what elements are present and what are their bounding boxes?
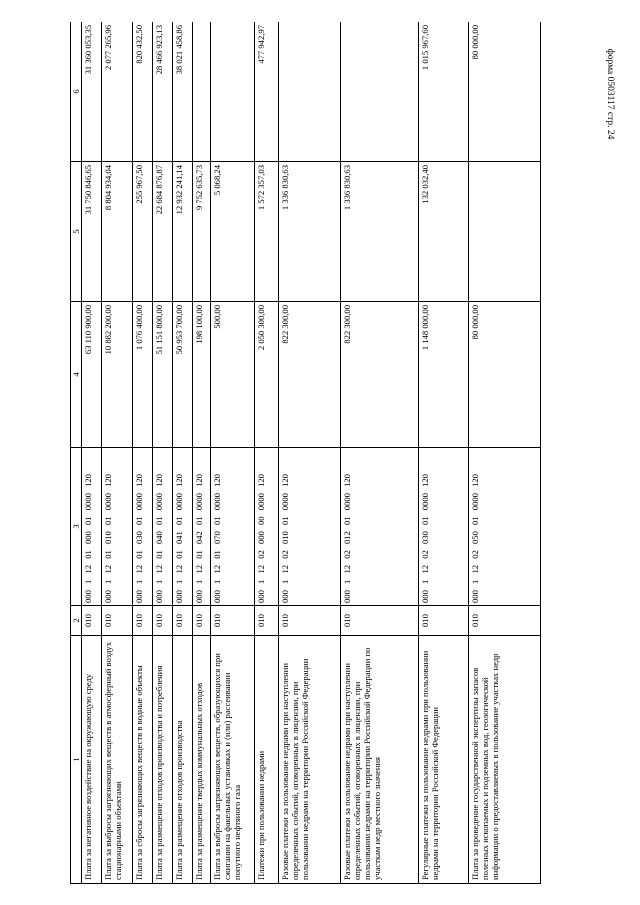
table-row [341,22,419,884]
executed-amount: 1 336 830,63 [279,162,341,302]
header-col-1: 1 [71,636,82,884]
executed-amount: 5 068,24 [211,162,255,302]
header-col-2: 2 [71,606,82,636]
income-name: Плата за выбросы загрязняющих веществ, образующихся при сжигании на факельных установках и (или) рассеивании попутного нефтяного газа [211,636,255,884]
line-code: 010 [133,606,153,636]
income-name: Плата за размещение отходов производства и потребления [153,636,173,884]
table-row [133,22,153,884]
remaining-amount: 38 021 458,86 [173,22,193,162]
table-header-row [71,22,82,884]
budget-code: 000 1 12 01 070 01 0000 120 [211,448,255,606]
budget-code: 000 1 12 01 041 01 0000 120 [173,448,193,606]
executed-amount: 132 032,40 [419,162,469,302]
line-code: 010 [153,606,173,636]
table-row [102,22,133,884]
budget-code: 000 1 12 02 010 01 0000 120 [279,448,341,606]
budget-code: 000 1 12 01 010 01 0000 120 [102,448,133,606]
line-code: 010 [255,606,279,636]
report-table-area [70,22,585,884]
income-name: Разовые платежи за пользование недрами при наступлении определенных событий, оговоренных в лицензии, при пользовании недрами на территории Российской Федерации [279,636,341,884]
income-name: Плата за выбросы загрязняющих веществ в атмосферный воздух стационарными объектами [102,636,133,884]
header-col-4: 4 [71,302,82,448]
line-code: 010 [173,606,193,636]
remaining-amount [211,22,255,162]
header-col-3: 3 [71,448,82,606]
approved-amount: 63 110 900,00 [82,302,102,448]
budget-code: 000 1 12 02 012 01 0000 120 [341,448,419,606]
table-row [193,22,211,884]
form-label [600,24,620,164]
income-name: Платежи при пользовании недрами [255,636,279,884]
table-row [419,22,469,884]
rotated-page-content [70,22,585,884]
budget-code: 000 1 12 01 042 01 0000 120 [193,448,211,606]
table-row [255,22,279,884]
remaining-amount: 1 015 967,60 [419,22,469,162]
header-col-6: 6 [71,22,82,162]
line-code: 010 [341,606,419,636]
approved-amount: 51 151 800,00 [153,302,173,448]
income-table [70,22,541,884]
approved-amount: 2 050 300,00 [255,302,279,448]
executed-amount: 31 750 846,65 [82,162,102,302]
table-row [211,22,255,884]
income-name: Регулярные платежи за пользование недрами при пользовании недрами на территории Российской Федерации [419,636,469,884]
executed-amount [469,162,541,302]
line-code: 010 [279,606,341,636]
form-label-text: форма 0503117 стр. 24 [605,48,615,140]
budget-code: 000 1 12 01 030 01 0000 120 [133,448,153,606]
remaining-amount: 2 077 265,96 [102,22,133,162]
executed-amount: 8 804 934,04 [102,162,133,302]
table-row [82,22,102,884]
remaining-amount [341,22,419,162]
approved-amount: 198 100,00 [193,302,211,448]
budget-code: 000 1 12 02 000 00 0000 120 [255,448,279,606]
approved-amount: 80 000,00 [469,302,541,448]
header-col-5: 5 [71,162,82,302]
income-name: Плата за сбросы загрязняющих веществ в водные объекты [133,636,153,884]
table-row [279,22,341,884]
approved-amount: 50 953 700,00 [173,302,193,448]
line-code: 010 [211,606,255,636]
approved-amount: 822 300,00 [341,302,419,448]
budget-code: 000 1 12 02 030 01 0000 120 [419,448,469,606]
table-row [173,22,193,884]
line-code: 010 [419,606,469,636]
remaining-amount: 31 360 053,35 [82,22,102,162]
income-name: Плата за размещение твердых коммунальных отходов [193,636,211,884]
table-row [469,22,541,884]
income-name: Плата за размещение отходов производства [173,636,193,884]
income-name: Плата за негативное воздействие на окружающую среду [82,636,102,884]
remaining-amount [193,22,211,162]
executed-amount: 1 572 357,03 [255,162,279,302]
executed-amount: 12 932 241,14 [173,162,193,302]
line-code: 010 [82,606,102,636]
line-code: 010 [102,606,133,636]
budget-code: 000 1 12 02 050 01 0000 120 [469,448,541,606]
income-name: Разовые платежи за пользование недрами при наступлении определенных событий, оговоренных в лицензии, при пользовании недрами на территории Российской Федерации по участкам недр местного значения [341,636,419,884]
budget-code: 000 1 12 01 000 01 0000 120 [82,448,102,606]
executed-amount: 1 336 830,63 [341,162,419,302]
executed-amount: 255 967,50 [133,162,153,302]
executed-amount: 22 684 876,87 [153,162,173,302]
line-code: 010 [469,606,541,636]
approved-amount: 1 076 400,00 [133,302,153,448]
approved-amount: 10 882 200,00 [102,302,133,448]
table-row [153,22,173,884]
remaining-amount: 28 466 923,13 [153,22,173,162]
executed-amount: 9 752 635,73 [193,162,211,302]
remaining-amount: 820 432,50 [133,22,153,162]
remaining-amount: 80 000,00 [469,22,541,162]
income-name: Плата за проведение государственной экспертизы запасов полезных ископаемых и подземных вод, геологической информации о предоставляемых в пользование участках недр [469,636,541,884]
remaining-amount: 477 942,97 [255,22,279,162]
budget-code: 000 1 12 01 040 01 0000 120 [153,448,173,606]
remaining-amount [279,22,341,162]
approved-amount: 1 148 000,00 [419,302,469,448]
approved-amount: 500,00 [211,302,255,448]
line-code: 010 [193,606,211,636]
approved-amount: 822 300,00 [279,302,341,448]
